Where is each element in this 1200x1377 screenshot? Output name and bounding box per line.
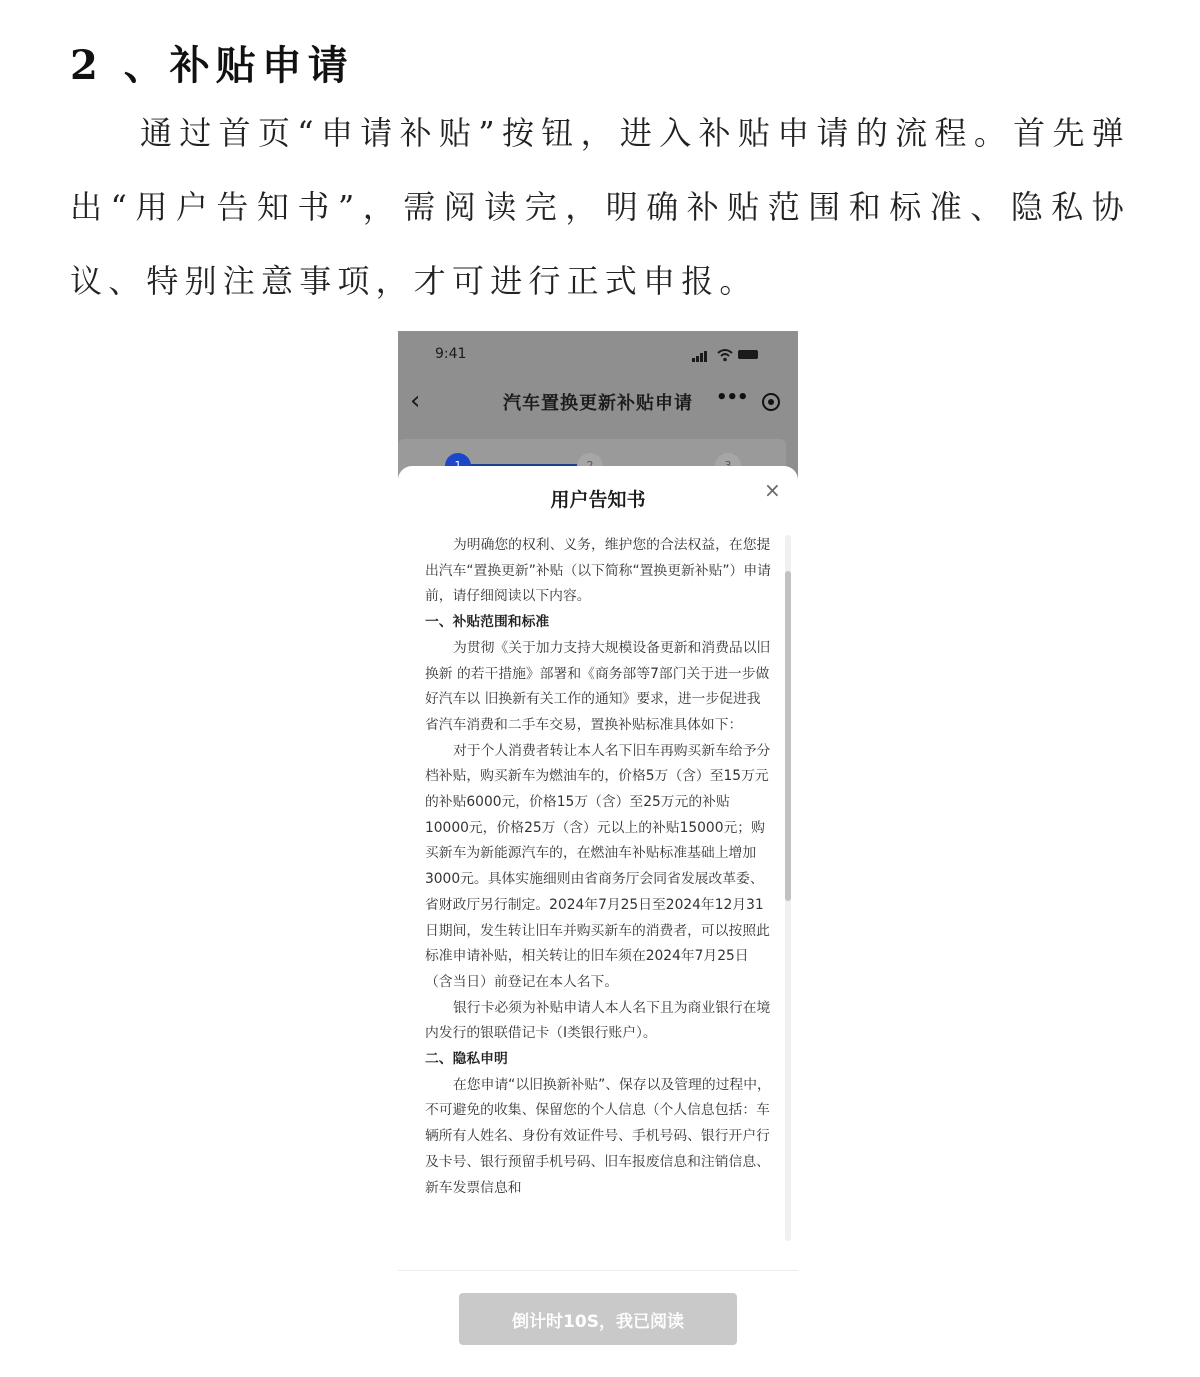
user-notice-sheet	[398, 466, 798, 1366]
notice-paragraph: 银行卡必须为补贴申请人本人名下且为商业银行在境内发行的银联借记卡（I类银行账户）。	[425, 999, 771, 1042]
section-title: 一、补贴范围和标准	[425, 614, 550, 631]
section-heading: 2 、补贴申请	[70, 42, 354, 89]
close-miniprogram-icon[interactable]	[762, 393, 780, 411]
divider	[398, 1270, 798, 1271]
signal-icon	[704, 351, 707, 362]
mini-program-capsule	[713, 387, 788, 413]
wifi-icon	[717, 348, 733, 362]
sheet-title: 用户告知书	[550, 489, 646, 511]
signal-icon	[692, 358, 695, 362]
status-time: 9:41	[435, 346, 467, 362]
countdown-read-button[interactable]: 倒计时10S，我已阅读	[459, 1293, 737, 1345]
notice-paragraph: 在您申请“以旧换新补贴”、保存以及管理的过程中，不可避免的收集、保留您的个人信息（个人信息包括：车辆所有人姓名、身份有效证件号、手机号码、银行开户行及卡号、银行预留手机号码、旧车报废信息和注销信息、新车发票信息和	[425, 1076, 771, 1196]
close-icon[interactable]: ×	[764, 478, 781, 502]
page-title: 汽车置换更新补贴申请	[503, 393, 693, 414]
notice-paragraph: 对于个人消费者转让本人名下旧车再购买新车给予分档补贴，购买新车为燃油车的，价格5万（含）至15万元的补贴6000元，价格15万（含）至25万元的补贴10000元，价格25万（含）元以上的补贴15000元；购买新车为新能源汽车的，在燃油车补贴标准基础上增加3000元。具体实施细则由省商务厅会同省发展改革委、省财政厅另行制定。2024年7月25日至2024年12月31日期间，发生转让旧车并购买新车的消费者，可以按照此标准申请补贴，相关转让的旧车须在2024年7月25日（含当日）前登记在本人名下。	[425, 742, 771, 990]
notice-content[interactable]	[425, 533, 771, 1233]
phone-screenshot	[398, 331, 798, 1366]
section-title: 二、隐私申明	[425, 1051, 508, 1068]
back-icon[interactable]: ‹	[410, 386, 421, 416]
status-icons	[692, 348, 782, 362]
scrollbar-thumb[interactable]	[785, 571, 791, 901]
battery-icon	[738, 350, 758, 359]
notice-intro: 为明确您的权利、义务，维护您的合法权益，在您提出汽车“置换更新”补贴（以下简称“置换更新补贴”）申请前，请仔细阅读以下内容。	[425, 537, 771, 605]
dimmed-page-header	[398, 331, 798, 481]
intro-paragraph: 通过首页“申请补贴”按钮，进入补贴申请的流程。首先弹出“用户告知书”，需阅读完，明确补贴范围和标准、隐私协议、特别注意事项，才可进行正式申报。	[70, 114, 1130, 300]
signal-icon	[696, 356, 699, 362]
more-icon[interactable]: •••	[716, 387, 748, 408]
signal-icon	[700, 353, 703, 362]
notice-paragraph: 为贯彻《关于加力支持大规模设备更新和消费品以旧换新 的若干措施》部署和《商务部等7部门关于进一步做好汽车以 旧换新有关工作的通知》要求，进一步促进我省汽车消费和二手车交易，置换补贴标准具体如下：	[425, 639, 771, 733]
